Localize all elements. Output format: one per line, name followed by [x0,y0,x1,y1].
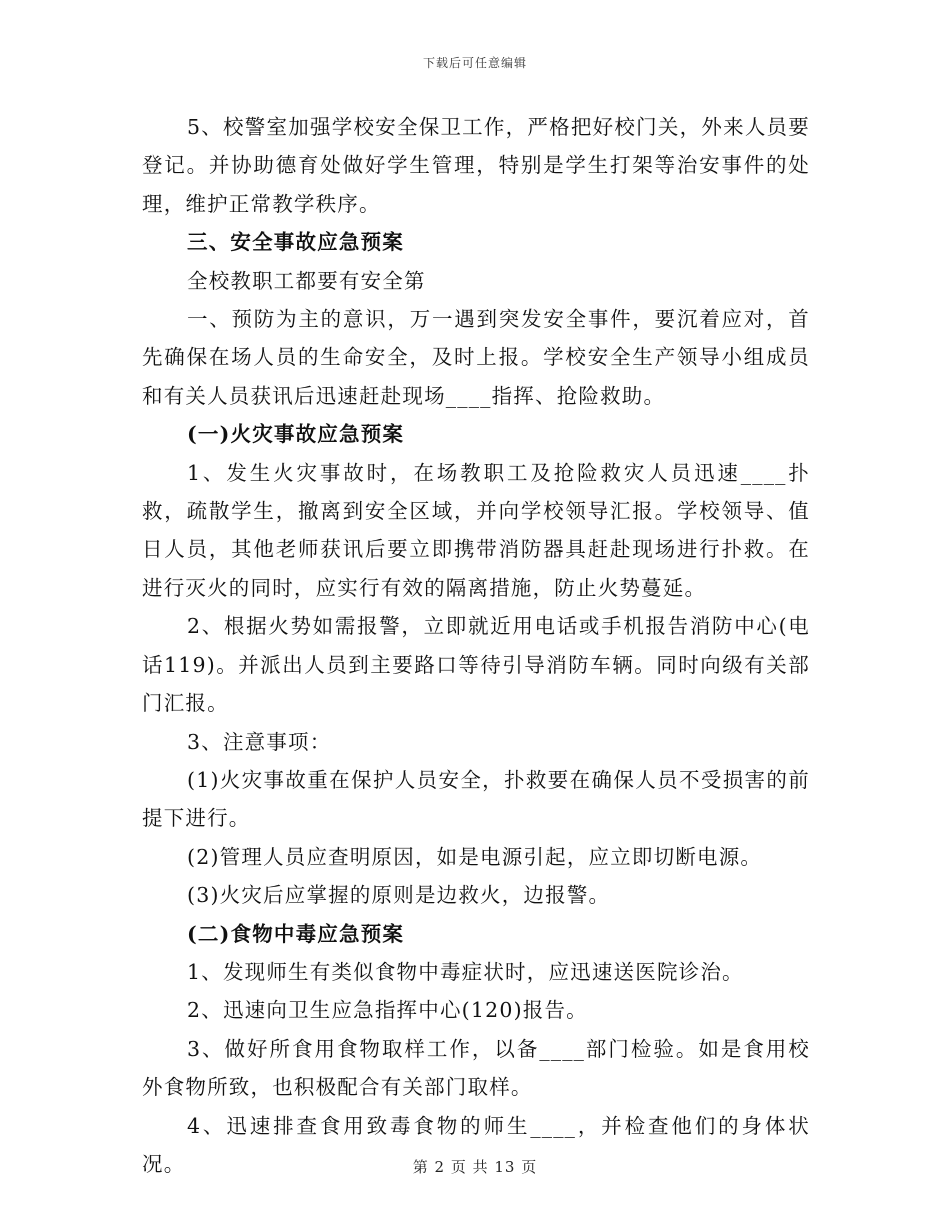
paragraph-food-3: 3、做好所食用食物取样工作，以备____部门检验。如是食用校外食物所致，也积极配合有关部门取样。 [142,1036,810,1100]
header-note: 下载后可任意编辑 [422,56,527,70]
paragraph-security-office: 5、校警室加强学校安全保卫工作，严格把好校门关，外来人员要登记。并协助德育处做好学生管理，特别是学生打架等治安事件的处理，维护正常教学秩序。 [142,115,810,216]
paragraph-food-4: 4、迅速排查食用致毒食物的师生____，并检查他们的身体状况。 [142,1113,810,1176]
paragraph-fire-note-3: (3)火灾后应掌握的原则是边救火，边报警。 [187,883,611,908]
paragraph-fire-2: 2、根据火势如需报警，立即就近用电话或手机报告消防中心(电话119)。并派出人员到主要路口等待引导消防车辆。同时向级有关部门汇报。 [142,614,810,716]
paragraph-prevention: 一、预防为主的意识，万一遇到突发安全事件，要沉着应对，首先确保在场人员的生命安全，及时上报。学校安全生产领导小组成员和有关人员获讯后迅速赶赴现场____指挥、抢险救助。 [142,307,810,408]
paragraph-food-1: 1、发现师生有类似食物中毒症状时，应迅速送医院诊治。 [187,959,744,984]
paragraph-food-2: 2、迅速向卫生应急指挥中心(120)报告。 [187,998,588,1023]
section-heading-emergency-plan: 三、安全事故应急预案 [187,230,404,255]
paragraph-fire-note-1: (1)火灾事故重在保护人员安全，扑救要在确保人员不受损害的前提下进行。 [142,767,810,831]
paragraph-fire-note-2: (2)管理人员应查明原因，如是电源引起，应立即切断电源。 [187,844,763,869]
paragraph-fire-3: 3、注意事项： [187,729,332,754]
subheading-fire-plan: (一)火灾事故应急预案 [187,422,405,447]
page-number-footer: 第 2 页 共 13 页 [412,1158,538,1176]
subheading-food-poisoning-plan: (二)食物中毒应急预案 [187,921,405,946]
document-body [142,108,810,1183]
paragraph-safety-first: 全校教职工都要有安全第 [187,268,426,293]
paragraph-fire-1: 1、发生火灾事故时，在场教职工及抢险救灾人员迅速____扑救，疏散学生，撤离到安全区域，并向学校领导汇报。学校领导、值日人员，其他老师获讯后要立即携带消防器具赶赴现场进行扑救。在进行灭火的同时，应实行有效的隔离措施，防止火势蔓延。 [142,460,810,600]
